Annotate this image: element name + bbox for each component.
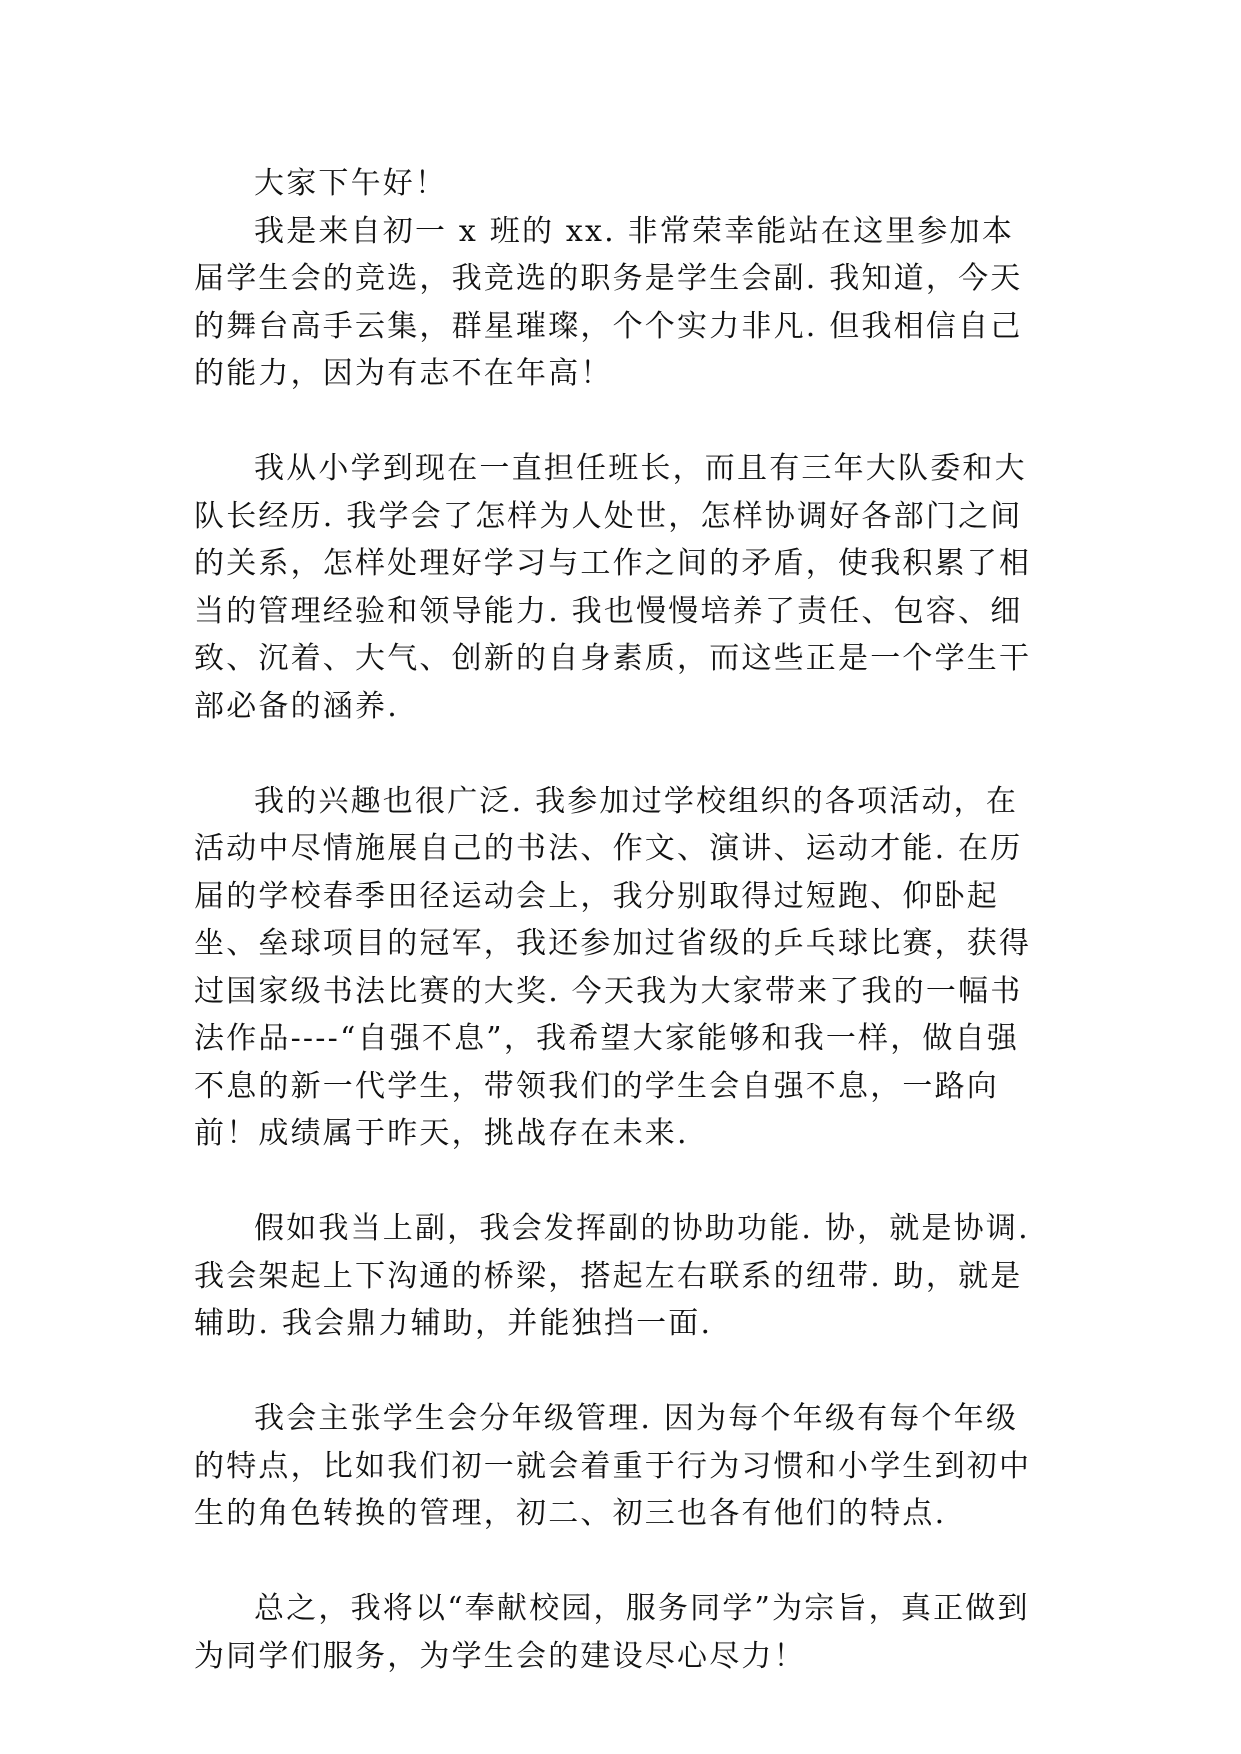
experience-paragraph: 我从小学到现在一直担任班长，而且有三年大队委和大队长经历. 我学会了怎样为人处世，怎样协调好各部门之间的关系，怎样处理好学习与工作之间的矛盾，使我积累了相当的管理经验和领导能力. 我也慢慢培养了责任、包容、细致、沉着、大气、创新的自身素质，而这些正是一个学生干部必备的涵养. xyxy=(194,451,1032,724)
speech-body xyxy=(194,160,1034,1680)
introduction-paragraph: 我是来自初一 x 班的 xx. 非常荣幸能站在这里参加本届学生会的竞选，我竞选的职务是学生会副. 我知道，今天的舞台高手云集，群星璀璨，个个实力非凡. 但我相信自己的能力，因为有志不在年高！ xyxy=(194,213,1023,391)
role-paragraph: 假如我当上副，我会发挥副的协助功能. 协，就是协调. 我会架起上下沟通的桥梁，搭起左右联系的纽带. 助，就是辅助. 我会鼎力辅助，并能独挡一面. xyxy=(194,1211,1030,1341)
management-paragraph: 我会主张学生会分年级管理. 因为每个年级有每个年级的特点，比如我们初一就会着重于行为习惯和小学生到初中生的角色转换的管理，初二、初三也各有他们的特点. xyxy=(194,1401,1032,1531)
greeting-paragraph: 大家下午好！ xyxy=(254,166,448,201)
closing-paragraph: 总之，我将以“奉献校园，服务同学”为宗旨，真正做到为同学们服务，为学生会的建设尽心尽力！ xyxy=(194,1591,1030,1674)
interests-paragraph: 我的兴趣也很广泛. 我参加过学校组织的各项活动，在活动中尽情施展自己的书法、作文、演讲、运动才能. 在历届的学校春季田径运动会上，我分别取得过短跑、仰卧起坐、垒球项目的冠军，我还参加过省级的乒乓球比赛，获得过国家级书法比赛的大奖. 今天我为大家带来了我的一幅书法作品----“自强不息”，我希望大家能够和我一样，做自强不息的新一代学生，带领我们的学生会自强不息，一路向前！成绩属于昨天，挑战存在未来. xyxy=(194,783,1032,1151)
